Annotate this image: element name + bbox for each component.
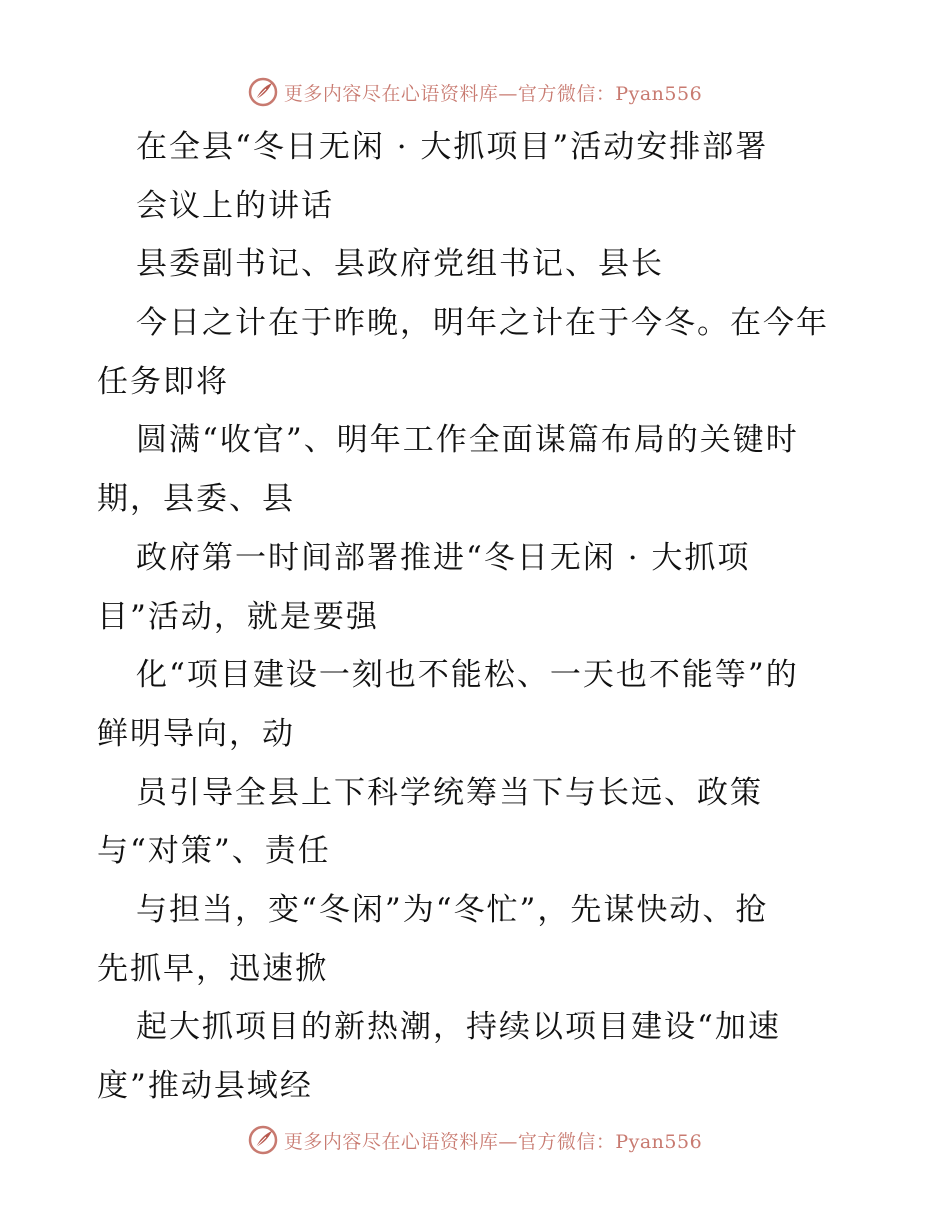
- body-line: 鲜明导向，动: [97, 715, 295, 752]
- footer-banner-text: 更多内容尽在心语资料库—官方微信：Pyan556: [283, 1130, 703, 1153]
- feather-logo-icon: [248, 1125, 278, 1155]
- speaker-line: 县委副书记、县政府党组书记、县长: [136, 246, 664, 283]
- footer-banner: [0, 1120, 950, 1160]
- body-line: 圆满“收官”、明年工作全面谋篇布局的关键时: [136, 422, 799, 459]
- header-banner-text: 更多内容尽在心语资料库—官方微信：Pyan556: [283, 82, 703, 105]
- body-line: 任务即将: [97, 363, 229, 400]
- document-title-line-1: 在全县“冬日无闲 · 大抓项目”活动安排部署: [136, 129, 769, 165]
- body-line: 期，县委、县: [97, 481, 295, 518]
- body-line: 度”推动县域经: [97, 1068, 313, 1104]
- body-line: 起大抓项目的新热潮，持续以项目建设“加速: [136, 1009, 781, 1046]
- document-title-line-2: 会议上的讲话: [136, 187, 334, 224]
- body-line: 今日之计在于昨晚，明年之计在于今冬。在今年: [136, 305, 829, 342]
- body-line: 员引导全县上下科学统筹当下与长远、政策: [136, 774, 763, 811]
- body-line: 化“项目建设一刻也不能松、一天也不能等”的: [136, 657, 799, 694]
- body-line: 与“对策”、责任: [97, 833, 331, 870]
- body-line: 目”活动，就是要强: [97, 598, 379, 635]
- body-line: 政府第一时间部署推进“冬日无闲 · 大抓项: [136, 539, 751, 576]
- header-banner: [0, 72, 950, 112]
- document-body: [97, 118, 867, 1116]
- feather-logo-icon: [248, 77, 278, 107]
- body-line: 先抓早，迅速掀: [97, 950, 328, 987]
- body-line: 与担当，变“冬闲”为“冬忙”，先谋快动、抢: [136, 891, 769, 928]
